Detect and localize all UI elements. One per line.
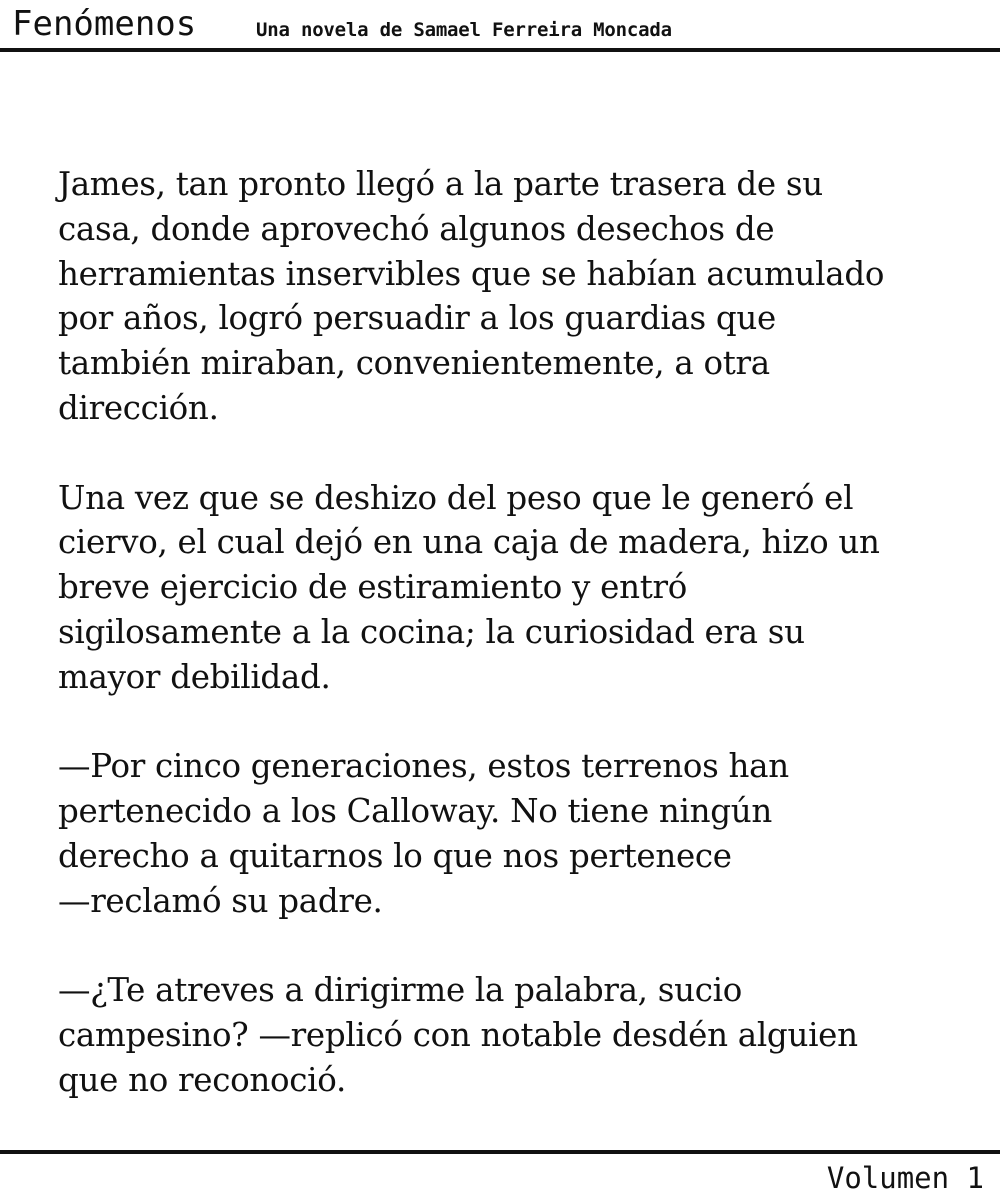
page-content xyxy=(58,162,958,1148)
text-line: mayor debilidad. xyxy=(58,657,331,696)
volume-label: Volumen 1 xyxy=(826,1161,984,1195)
page-footer xyxy=(0,1150,1000,1200)
text-line: breve ejercicio de estiramiento y entró xyxy=(58,568,687,607)
paragraph-1 xyxy=(58,162,958,431)
text-line: derecho a quitarnos lo que nos pertenece xyxy=(58,836,732,875)
text-line: Una vez que se deshizo del peso que le generó el xyxy=(58,478,854,517)
text-line: dirección. xyxy=(58,388,219,427)
text-line: —reclamó su padre. xyxy=(58,881,383,920)
text-line: —¿Te atreves a dirigirme la palabra, sucio xyxy=(58,971,743,1010)
text-line: —Por cinco generaciones, estos terrenos han xyxy=(58,747,789,786)
text-line: por años, logró persuadir a los guardias que xyxy=(58,299,776,338)
paragraph-4 xyxy=(58,968,958,1102)
text-line: que no reconoció. xyxy=(58,1060,346,1099)
text-line: sigilosamente a la cocina; la curiosidad era su xyxy=(58,612,805,651)
text-line: James, tan pronto llegó a la parte trasera de su xyxy=(58,165,823,203)
text-line: campesino? —replicó con notable desdén alguien xyxy=(58,1016,858,1055)
book-title: Fenómenos xyxy=(12,4,197,44)
text-line: herramientas inservibles que se habían acumulado xyxy=(58,254,885,293)
text-line: casa, donde aprovechó algunos desechos de xyxy=(58,209,775,248)
text-line: pertenecido a los Calloway. No tiene ningún xyxy=(58,792,773,831)
text-line: también miraban, convenientemente, a otra xyxy=(58,344,770,383)
text-line: ciervo, el cual dejó en una caja de madera, hizo un xyxy=(58,523,880,562)
paragraph-3 xyxy=(58,744,958,923)
book-subtitle: Una novela de Samael Ferreira Moncada xyxy=(256,19,672,41)
paragraph-2 xyxy=(58,476,958,700)
page-header xyxy=(0,0,1000,52)
